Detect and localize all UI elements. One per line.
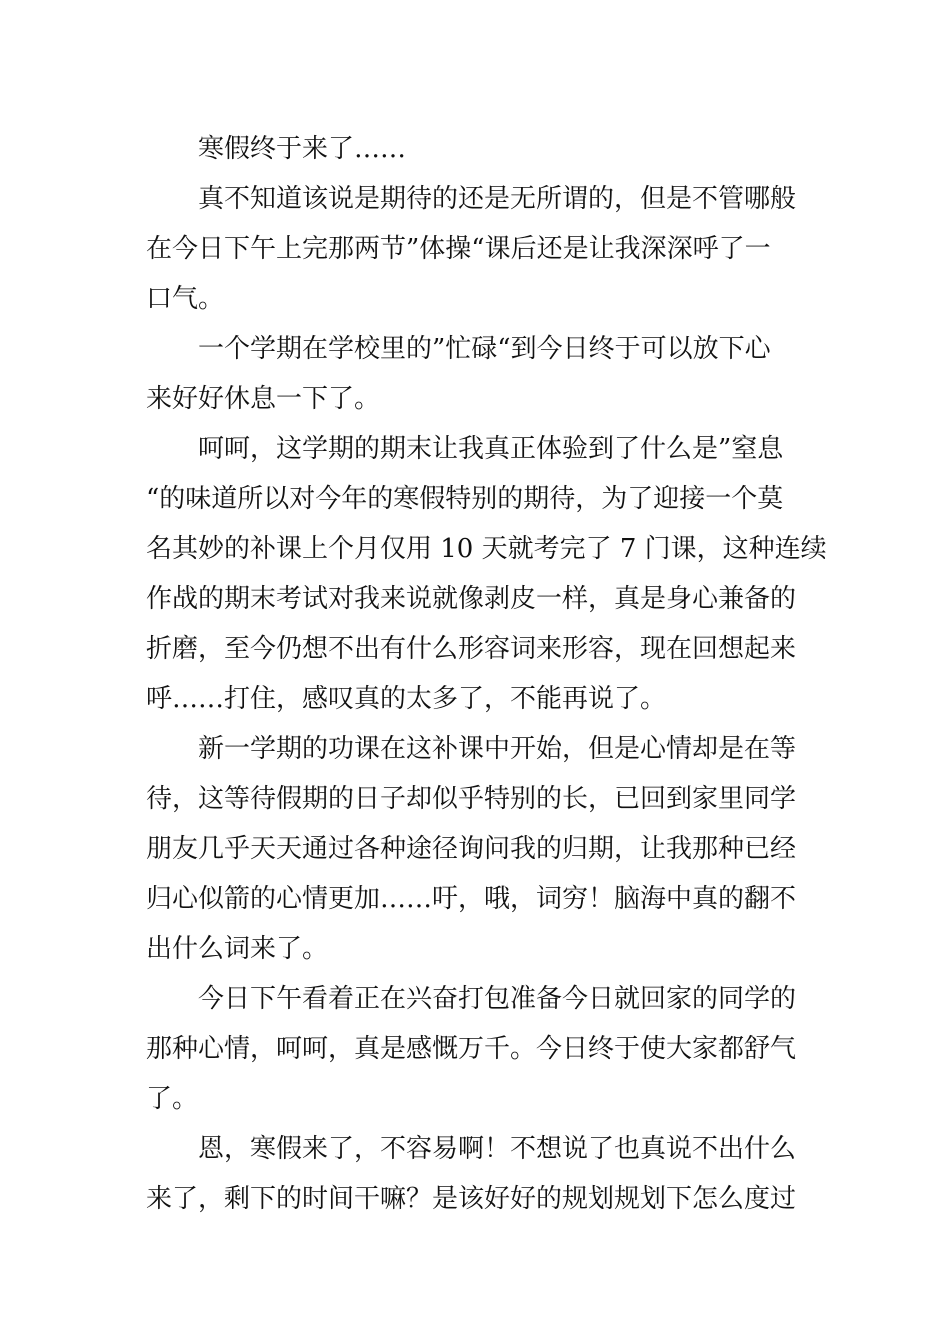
paragraph-6-line-2: 那种心情，呵呵，真是感慨万千。今日终于使大家都舒气 [146,1034,797,1064]
paragraph-1-line-1: 寒假终于来了…… [198,134,407,164]
paragraph-2-line-3: 口气。 [146,284,225,314]
paragraph-4-line-1: 呵呵，这学期的期末让我真正体验到了什么是”窒息 [198,434,784,464]
paragraph-5-line-1: 新一学期的功课在这补课中开始，但是心情却是在等 [198,734,797,764]
paragraph-6-line-1: 今日下午看着正在兴奋打包准备今日就回家的同学的 [198,984,797,1014]
paragraph-5-line-4: 归心似箭的心情更加……吁，哦，词穷！脑海中真的翻不 [146,884,797,914]
paragraph-7-line-2: 来了，剩下的时间干嘛？是该好好的规划规划下怎么度过 [146,1184,797,1214]
paragraph-4-line-6: 呼……打住，感叹真的太多了，不能再说了。 [146,684,667,714]
paragraph-2-line-1: 真不知道该说是期待的还是无所谓的，但是不管哪般 [198,184,797,214]
paragraph-3-line-1: 一个学期在学校里的”忙碌“到今日终于可以放下心 [198,334,771,364]
paragraph-2-line-2: 在今日下午上完那两节”体操“课后还是让我深深呼了一 [146,234,771,264]
paragraph-4-line-3: 名其妙的补课上个月仅用 10 天就考完了 7 门课，这种连续 [146,534,827,564]
paragraph-4-line-2: “的味道所以对今年的寒假特别的期待，为了迎接一个莫 [146,484,784,514]
paragraph-7-line-1: 恩，寒假来了，不容易啊！不想说了也真说不出什么 [198,1134,797,1164]
paragraph-4-line-5: 折磨，至今仍想不出有什么形容词来形容，现在回想起来 [146,634,797,664]
document-body [146,124,827,1224]
paragraph-5-line-2: 待，这等待假期的日子却似乎特别的长，已回到家里同学 [146,784,797,814]
paragraph-4-line-4: 作战的期末考试对我来说就像剥皮一样，真是身心兼备的 [146,584,797,614]
paragraph-5-line-3: 朋友几乎天天通过各种途径询问我的归期，让我那种已经 [146,834,797,864]
paragraph-3-line-2: 来好好休息一下了。 [146,384,381,414]
paragraph-6-line-3: 了。 [146,1084,199,1114]
paragraph-5-line-5: 出什么词来了。 [146,934,329,964]
